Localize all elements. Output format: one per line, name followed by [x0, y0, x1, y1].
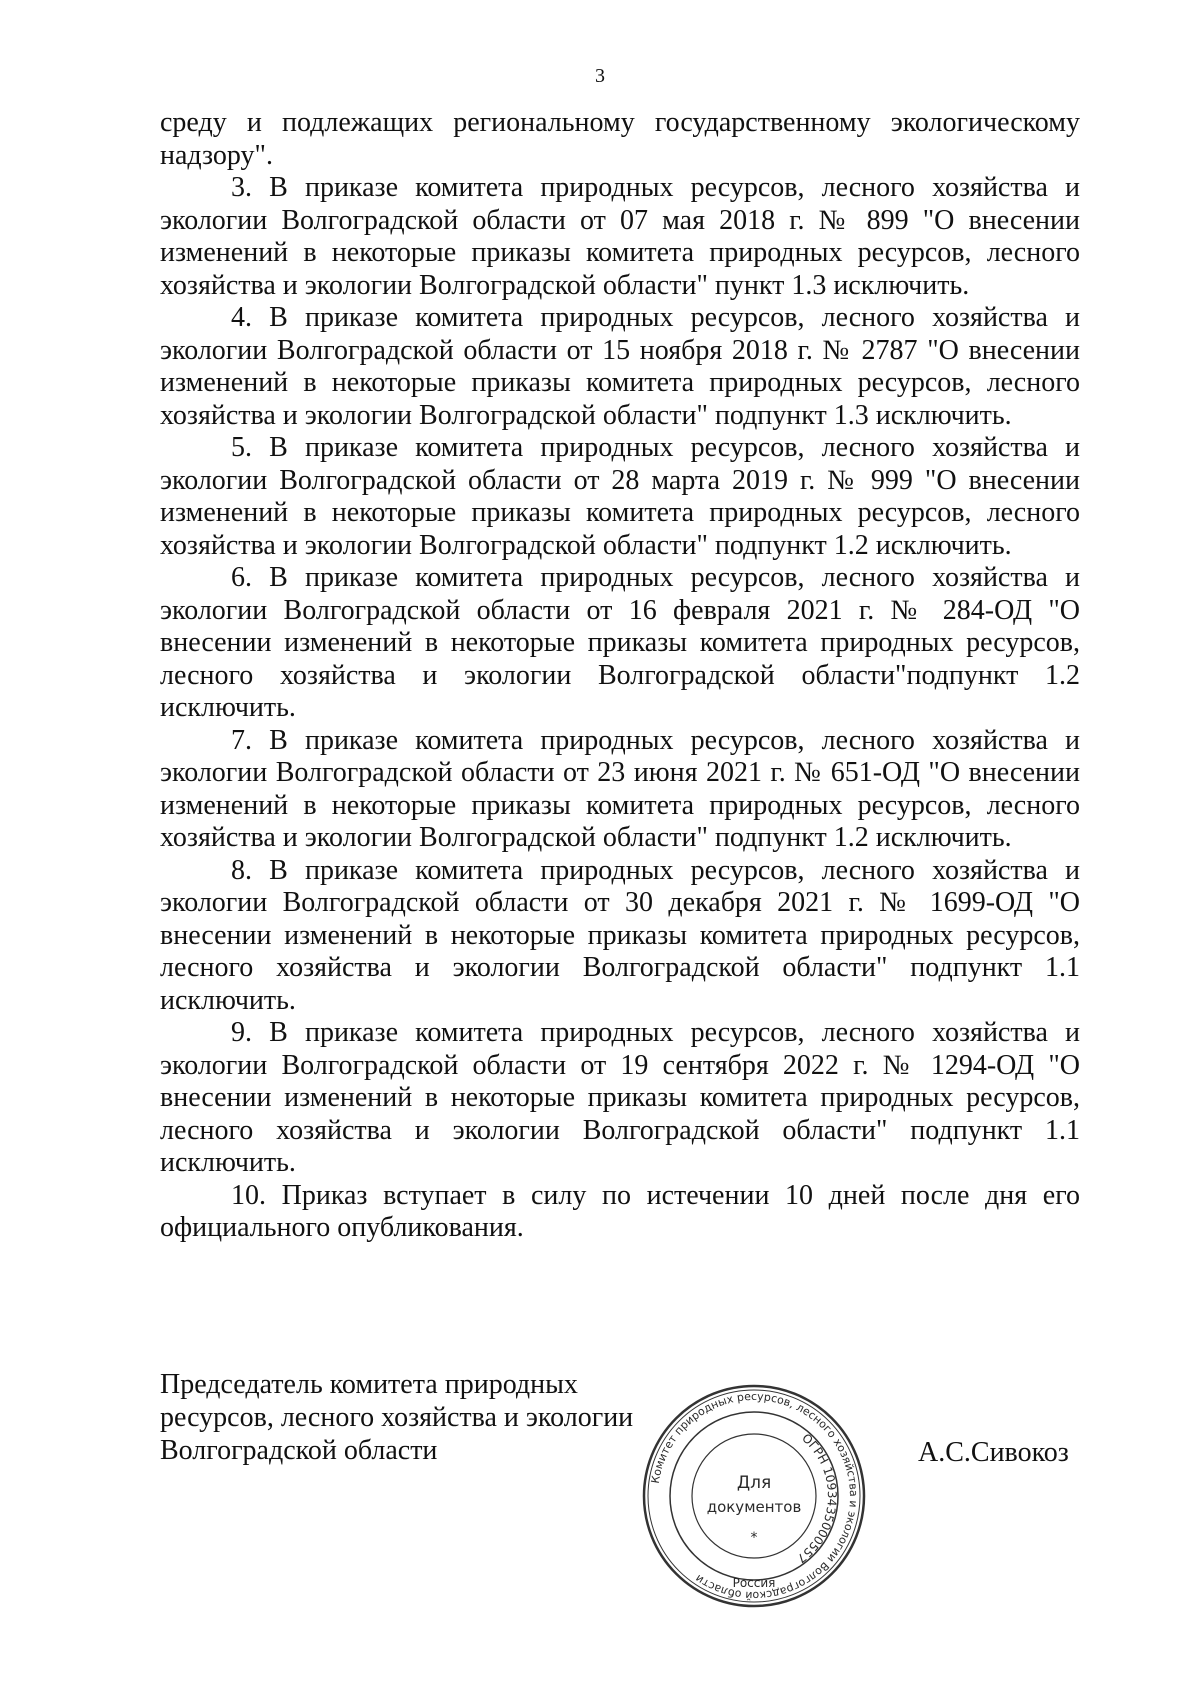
official-seal-stamp	[640, 1382, 868, 1610]
seal-center-text-1: Для	[736, 1473, 772, 1493]
signatory-title-line: ресурсов, лесного хозяйства и экологии	[160, 1402, 634, 1433]
paragraph: 5. В приказе комитета природных ресурсов, лесного хозяйства и экологии Волгоградской области от 28 марта 2019 г. № 999 "О внесении изменений в некоторые приказы комитета природных ресурсов, лесного хозяйства и экологии Волгоградской области" подпункт 1.2 исключить.	[160, 432, 1080, 561]
paragraph: среду и подлежащих региональному государственному экологическому надзору".	[160, 107, 1080, 171]
page-number: 3	[595, 65, 605, 87]
paragraph: 6. В приказе комитета природных ресурсов, лесного хозяйства и экологии Волгоградской области от 16 февраля 2021 г. № 284-ОД "О внесении изменений в некоторые приказы комитета природных ресурсов, лесного хозяйства и экологии Волгоградской области"подпункт 1.2 исключить.	[160, 562, 1080, 723]
seal-star-icon: *	[750, 1530, 758, 1546]
seal-bottom-text: Россия	[732, 1576, 776, 1590]
seal-graphic	[640, 1382, 868, 1610]
seal-ring-text: Комитет природных ресурсов, лесного хозяйства и экологии Волгоградской области	[648, 1389, 861, 1603]
signatory-title	[160, 1368, 633, 1467]
document-body	[160, 107, 1080, 1245]
paragraph: 3. В приказе комитета природных ресурсов, лесного хозяйства и экологии Волгоградской области от 07 мая 2018 г. № 899 "О внесении изменений в некоторые приказы комитета природных ресурсов, лесного хозяйства и экологии Волгоградской области" пункт 1.3 исключить.	[160, 172, 1080, 301]
paragraph: 7. В приказе комитета природных ресурсов, лесного хозяйства и экологии Волгоградской области от 23 июня 2021 г. № 651-ОД "О внесении изменений в некоторые приказы комитета природных ресурсов, лесного хозяйства и экологии Волгоградской области" подпункт 1.2 исключить.	[160, 724, 1080, 853]
seal-center-text-2: документов	[706, 1498, 802, 1516]
signatory-title-line: Председатель комитета природных	[160, 1369, 578, 1400]
seal-ogrn-text: ОГРН 1093435000557	[794, 1430, 840, 1566]
paragraph: 10. Приказ вступает в силу по истечении 10 дней после дня его официального опубликования.	[160, 1179, 1080, 1243]
signatory-name: А.С.Сивокоз	[918, 1437, 1069, 1468]
paragraph: 9. В приказе комитета природных ресурсов, лесного хозяйства и экологии Волгоградской области от 19 сентября 2022 г. № 1294-ОД "О внесении изменений в некоторые приказы комитета природных ресурсов, лесного хозяйства и экологии Волгоградской области" подпункт 1.1 исключить.	[160, 1017, 1080, 1178]
signatory-title-line: Волгоградской области	[160, 1435, 438, 1466]
paragraph: 4. В приказе комитета природных ресурсов, лесного хозяйства и экологии Волгоградской области от 15 ноября 2018 г. № 2787 "О внесении изменений в некоторые приказы комитета природных ресурсов, лесного хозяйства и экологии Волгоградской области" подпункт 1.3 исключить.	[160, 302, 1080, 431]
paragraph: 8. В приказе комитета природных ресурсов, лесного хозяйства и экологии Волгоградской области от 30 декабря 2021 г. № 1699-ОД "О внесении изменений в некоторые приказы комитета природных ресурсов, лесного хозяйства и экологии Волгоградской области" подпункт 1.1 исключить.	[160, 854, 1080, 1016]
